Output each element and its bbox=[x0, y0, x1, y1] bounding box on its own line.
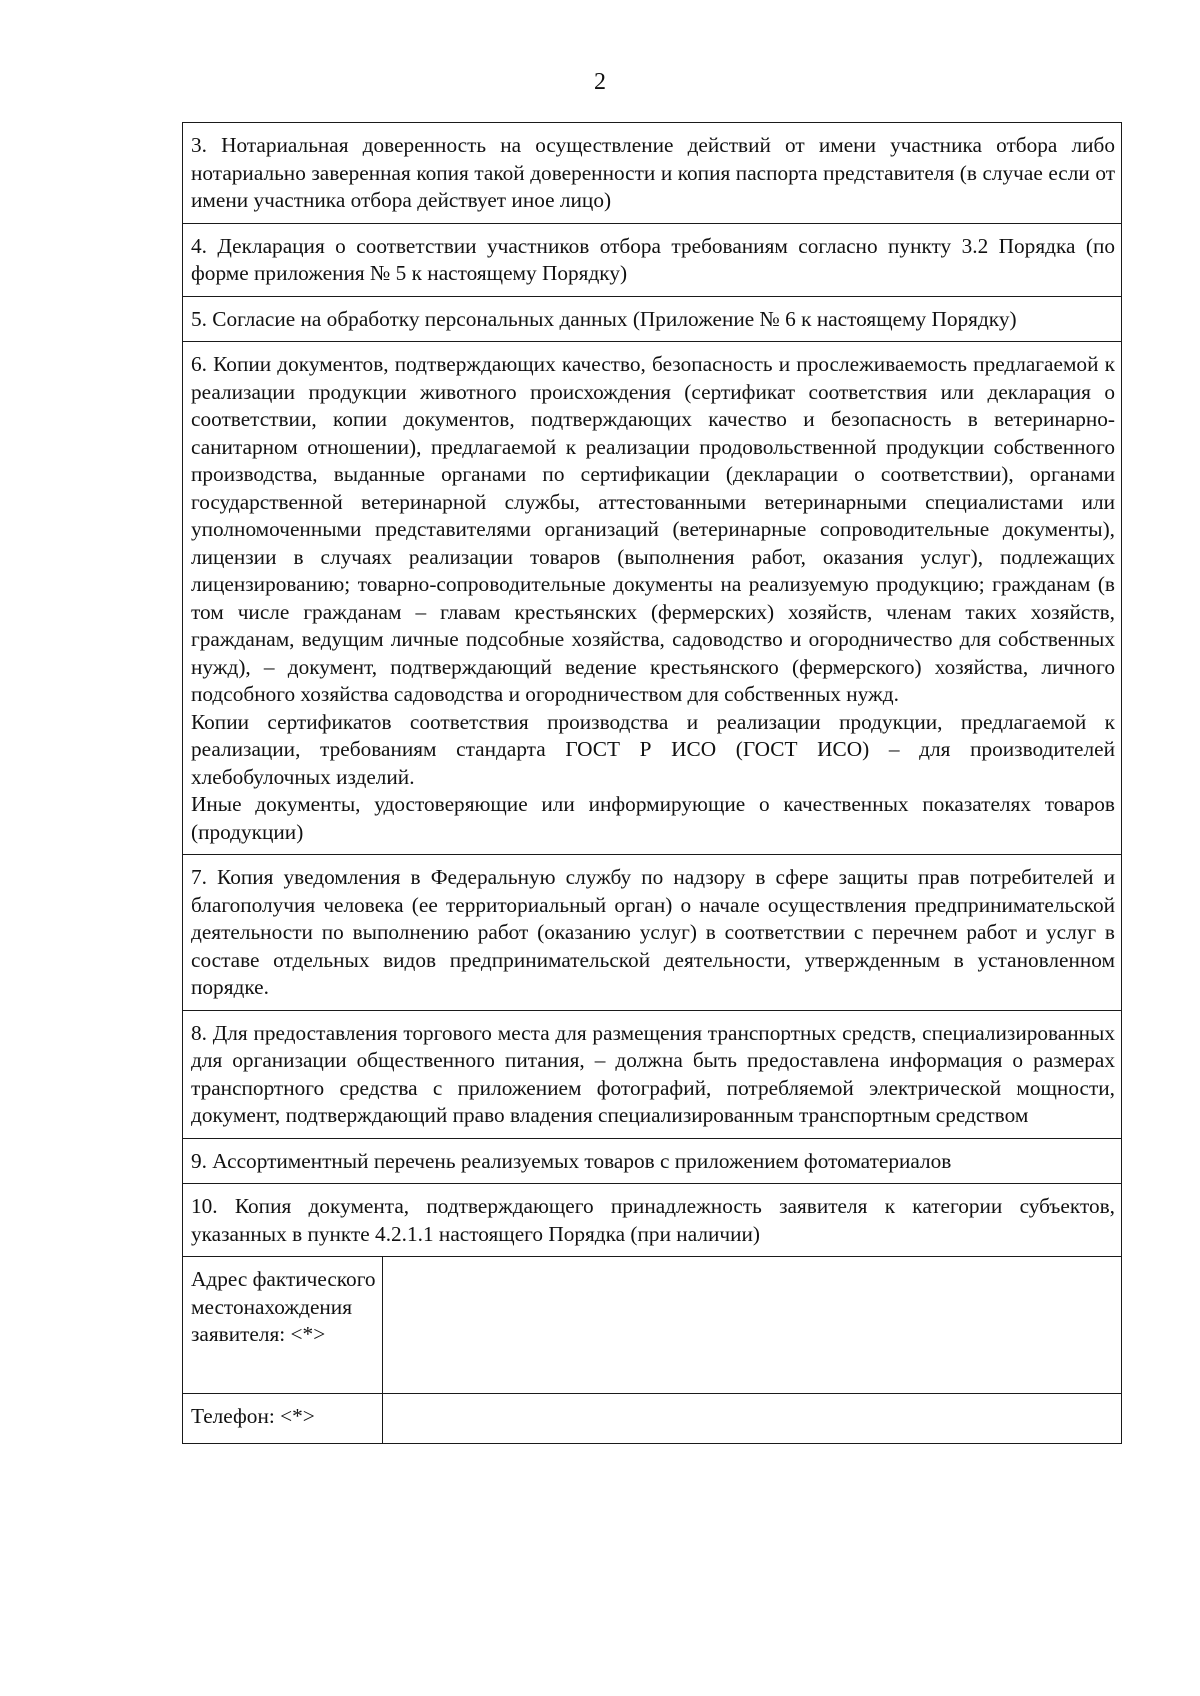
table-row-item-10 bbox=[183, 1184, 1121, 1257]
table-row-item-9 bbox=[183, 1139, 1121, 1185]
item-8-text: 8. Для предоставления торгового места для размещения транспортных средств, специализированных для организации общественного питания, – должна быть предоставлена информация о размерах транспортного средства с приложением фотографий, потребляемой электрической мощности, документ, подтверждающий право владения специализированным транспортным средством bbox=[191, 1020, 1115, 1127]
table-row-item-7 bbox=[183, 855, 1121, 1011]
documents-table bbox=[182, 122, 1122, 1444]
item-6-paragraph-3: Иные документы, удостоверяющие или информирующие о качественных показателях товаров (продукции) bbox=[191, 792, 1115, 844]
address-field[interactable] bbox=[383, 1257, 1121, 1393]
item-10-text: 10. Копия документа, подтверждающего принадлежность заявителя к категории субъектов, указанных в пункте 4.2.1.1 настоящего Порядка (при наличии) bbox=[191, 1194, 1115, 1246]
table-row-item-5 bbox=[183, 297, 1121, 343]
item-6-paragraph-2: Копии сертификатов соответствия производства и реализации продукции, предлагаемой к реализации, требованиям стандарта ГОСТ Р ИСО (ГОСТ ИСО) – для производителей хлебобулочных изделий. bbox=[191, 709, 1115, 789]
item-9-text: 9. Ассортиментный перечень реализуемых товаров с приложением фотоматериалов bbox=[191, 1148, 952, 1173]
phone-row bbox=[183, 1394, 1121, 1443]
table-row-item-8 bbox=[183, 1011, 1121, 1139]
item-6-paragraph-1: 6. Копии документов, подтверждающих качество, безопасность и прослеживаемость предлагаемой к реализации продукции животного происхождения (сертификат соответствия или декларация о соответствии, копии документов, подтверждающих качество и безопасность в ветеринарно-санитарном отношении), предлагаемой к реализации продовольственной продукции собственного производства, выданные органами по сертификации (декларации о соответствии), органами государственной ветеринарной службы, аттестованными ветеринарными специалистами или уполномоченными представителями организаций (ветеринарные сопроводительные документы), лицензии в случаях реализации товаров (выполнения работ, оказания услуг), подлежащих лицензированию; товарно-сопроводительные документы на реализуемую продукцию; гражданам (в том числе гражданам – главам крестьянских (фермерских) хозяйств, членам таких хозяйств, гражданам, ведущим личные подсобные хозяйства, садоводство и огородничество для собственных нужд), – документ, подтверждающий ведение крестьянского (фермерского) хозяйства, личного подсобного хозяйства садоводства и огородничеством для собственных нужд. bbox=[191, 352, 1115, 706]
phone-field[interactable] bbox=[383, 1394, 1121, 1443]
address-row bbox=[183, 1257, 1121, 1394]
item-4-text: 4. Декларация о соответствии участников отбора требованиям согласно пункту 3.2 Порядка (по форме приложения № 5 к настоящему Порядку) bbox=[191, 233, 1115, 285]
page-number: 2 bbox=[594, 69, 606, 95]
table-row-item-3 bbox=[183, 123, 1121, 224]
item-7-text: 7. Копия уведомления в Федеральную службу по надзору в сфере защиты прав потребителей и благополучия человека (ее территориальный орган) о начале осуществления предпринимательской деятельности по выполнению работ (оказанию услуг) в соответствии с перечнем работ и услуг в составе отдельных видов предпринимательской деятельности, утвержденным в установленном порядке. bbox=[191, 865, 1115, 999]
item-3-text: 3. Нотариальная доверенность на осуществление действий от имени участника отбора либо нотариально заверенная копия такой доверенности и копия паспорта представителя (в случае если от имени участника отбора действует иное лицо) bbox=[191, 133, 1115, 212]
address-label: Адрес фактического местонахождения заявителя: <*> bbox=[183, 1257, 383, 1393]
table-row-item-6 bbox=[183, 342, 1121, 855]
item-5-text: 5. Согласие на обработку персональных данных (Приложение № 6 к настоящему Порядку) bbox=[191, 306, 1017, 331]
table-row-item-4 bbox=[183, 224, 1121, 297]
phone-label: Телефон: <*> bbox=[183, 1394, 383, 1443]
